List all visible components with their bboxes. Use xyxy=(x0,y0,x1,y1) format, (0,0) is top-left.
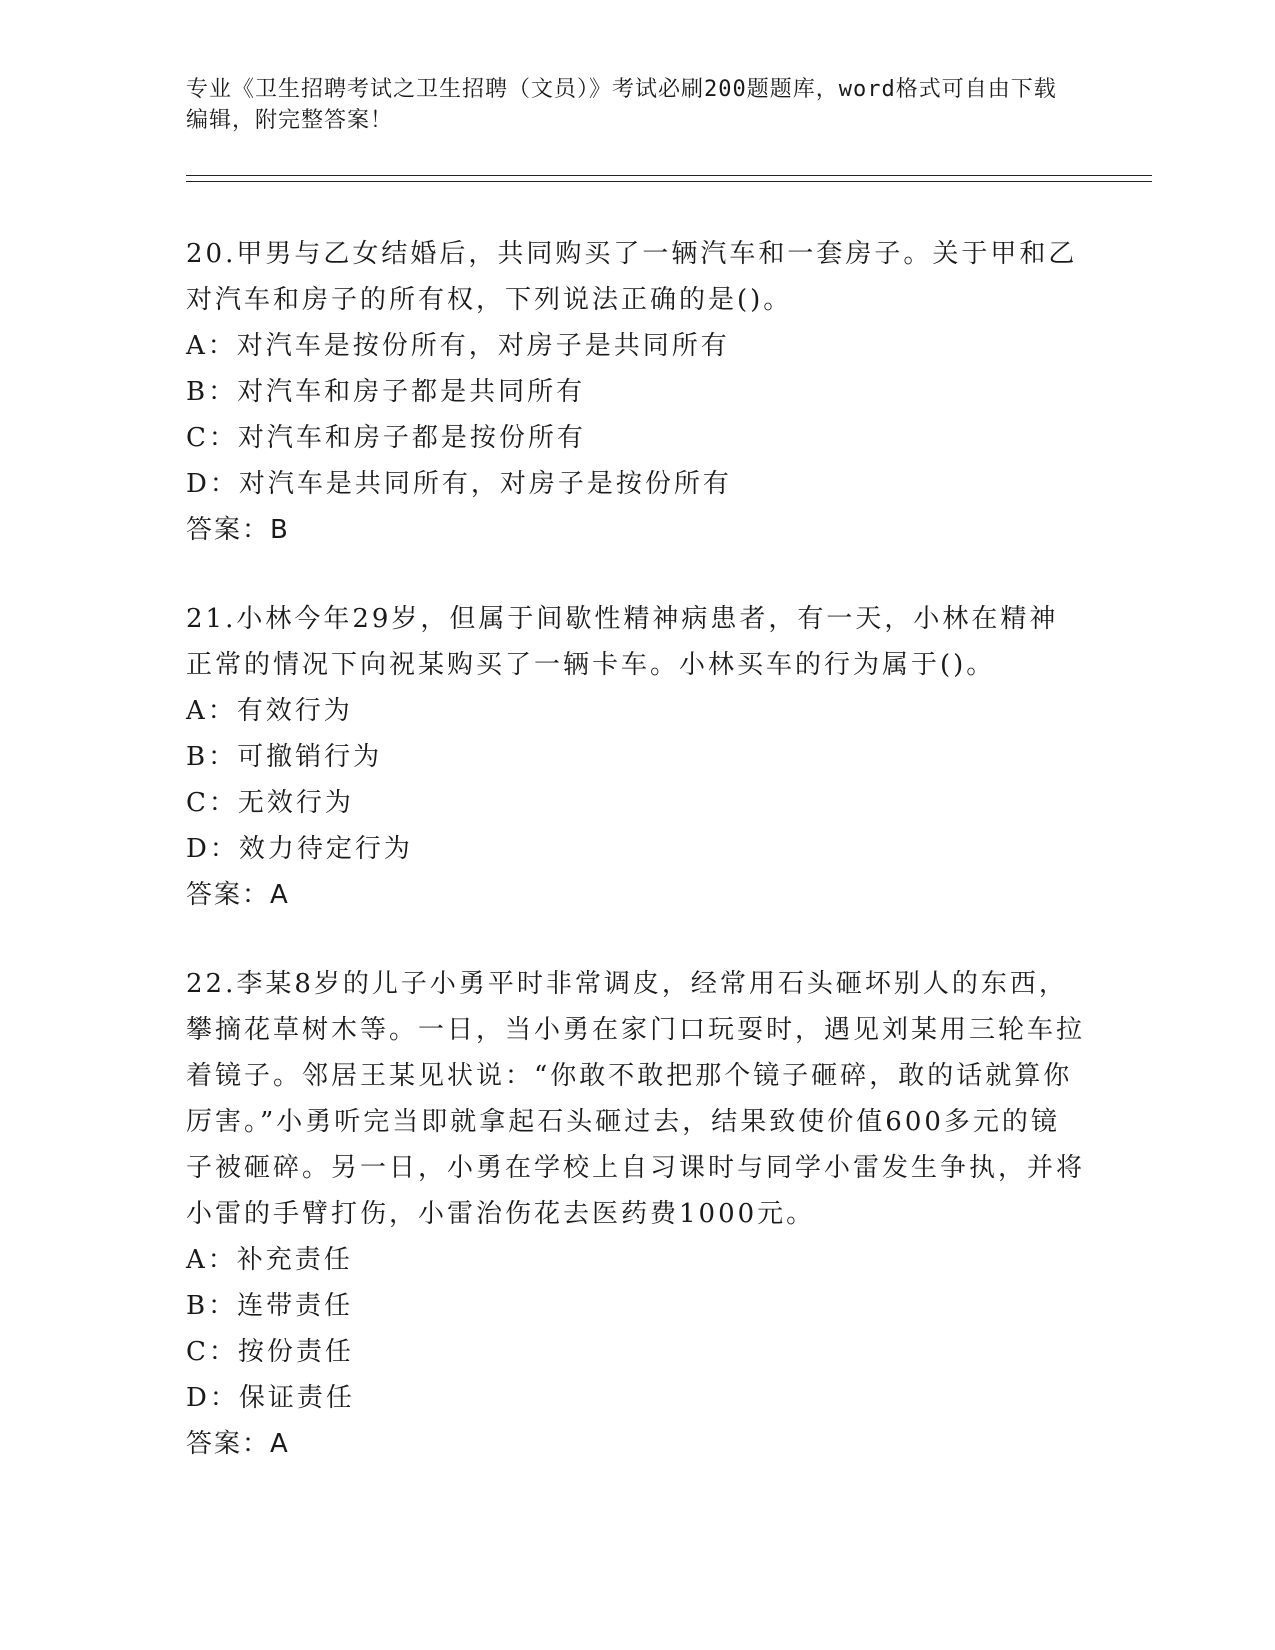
document-header: 专业《卫生招聘考试之卫生招聘（文员）》考试必刷200题题库，word格式可自由下载编辑，附完整答案！ xyxy=(186,77,1057,133)
question-22 xyxy=(186,961,1086,1467)
option-b: B：可撤销行为 xyxy=(186,742,383,772)
option-a: A：对汽车是按份所有，对房子是共同所有 xyxy=(186,331,730,361)
option-c: C：对汽车和房子都是按份所有 xyxy=(186,423,586,453)
option-b: B：连带责任 xyxy=(186,1291,354,1321)
header-divider-top xyxy=(186,175,1152,176)
option-c: C：无效行为 xyxy=(186,788,354,818)
answer-line: 答案：A xyxy=(186,880,290,910)
option-d: D：对汽车是共同所有，对房子是按份所有 xyxy=(186,469,732,499)
question-20 xyxy=(186,231,1086,553)
option-d: D：保证责任 xyxy=(186,1383,355,1413)
answer-line: 答案：B xyxy=(186,515,290,545)
option-c: C：按份责任 xyxy=(186,1337,354,1367)
option-a: A：有效行为 xyxy=(186,696,353,726)
option-d: D：效力待定行为 xyxy=(186,834,413,864)
question-21 xyxy=(186,596,1086,918)
question-stem: 22.李某8岁的儿子小勇平时非常调皮，经常用石头砸坏别人的东西，攀摘花草树木等。一日，当小勇在家门口玩耍时，遇见刘某用三轮车拉着镜子。邻居王某见状说：“你敢不敢把那个镜子砸碎，敢的话就算你厉害。”小勇听完当即就拿起石头砸过去，结果致使价值600多元的镜子被砸碎。另一日，小勇在学校上自习课时与同学小雷发生争执，并将小雷的手臂打伤，小雷治伤花去医药费1000元。 xyxy=(186,969,1086,1229)
answer-line: 答案：A xyxy=(186,1429,290,1459)
question-stem: 21.小林今年29岁，但属于间歇性精神病患者，有一天，小林在精神正常的情况下向祝某购买了一辆卡车。小林买车的行为属于()。 xyxy=(186,604,1059,680)
option-a: A：补充责任 xyxy=(186,1245,353,1275)
question-stem: 20.甲男与乙女结婚后，共同购买了一辆汽车和一套房子。关于甲和乙对汽车和房子的所有权，下列说法正确的是()。 xyxy=(186,239,1078,315)
option-b: B：对汽车和房子都是共同所有 xyxy=(186,377,586,407)
header-divider-bottom xyxy=(186,181,1152,182)
